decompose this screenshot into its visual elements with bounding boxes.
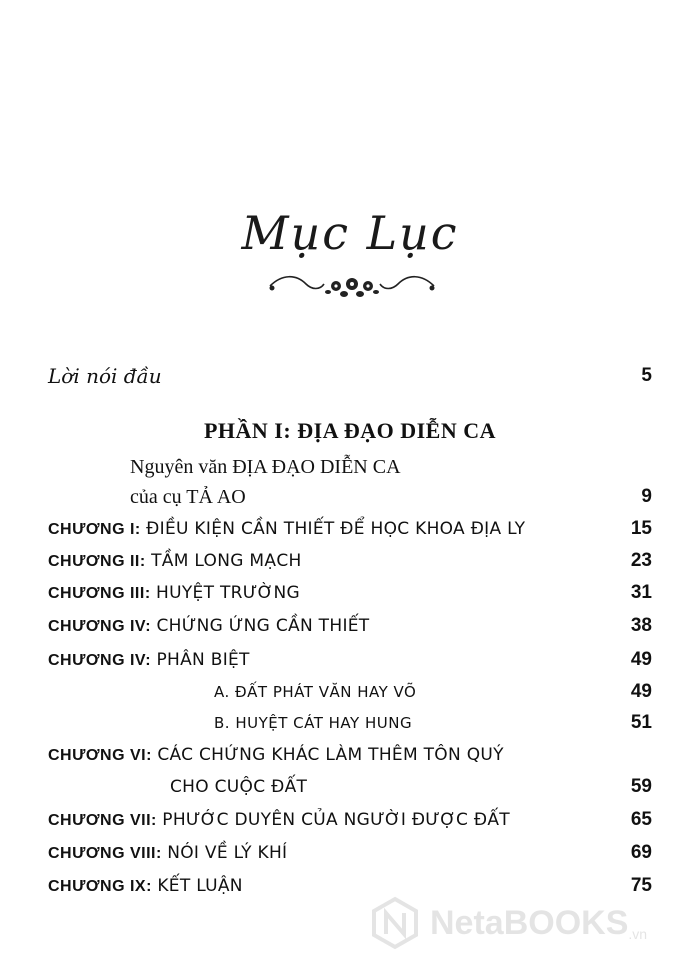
chapter-title: TẦM LONG MẠCH [151, 551, 302, 571]
chapter-title: NÓI VỀ LÝ KHÍ [167, 843, 288, 863]
chapter-label: CHƯƠNG IV: [48, 618, 152, 635]
page-number: 9 [641, 486, 652, 507]
toc-chapter-1[interactable] [48, 515, 652, 543]
watermark-tld: .vn [628, 926, 648, 942]
page-number: 5 [641, 365, 652, 386]
toc-subitem-b[interactable] [214, 709, 652, 737]
chapter-title: CÁC CHỨNG KHÁC LÀM THÊM TÔN QUÝ [157, 745, 504, 765]
chapter-label: CHƯƠNG II: [48, 553, 146, 570]
chapter-title-continued: CHO CUỘC ĐẤT [170, 777, 308, 797]
page-number: 23 [630, 550, 652, 571]
page-number: 15 [630, 518, 652, 539]
page-number: 75 [630, 875, 652, 896]
chapter-title: HUYỆT TRƯỜNG [156, 583, 300, 603]
chapter-label: CHƯƠNG VIII: [48, 845, 162, 862]
subitem-title: A. ĐẤT PHÁT VĂN HAY VÕ [214, 683, 417, 701]
page-number: 69 [630, 842, 652, 863]
netabooks-logo-icon [368, 896, 422, 950]
part-original-text[interactable] [130, 453, 652, 481]
chapter-title: CHỨNG ỨNG CẦN THIẾT [156, 616, 370, 636]
chapter-label: CHƯƠNG VII: [48, 812, 157, 829]
chapter-label: CHƯƠNG IV: [48, 652, 152, 669]
page-number: 31 [630, 582, 652, 603]
chapter-label: CHƯƠNG I: [48, 521, 141, 538]
chapter-label: CHƯƠNG III: [48, 585, 151, 602]
page-number: 51 [630, 712, 652, 733]
toc-chapter-4[interactable] [48, 612, 652, 640]
part-title: PHẦN I: ĐỊA ĐẠO DIỄN CA [203, 418, 496, 443]
page-number: 38 [630, 615, 652, 636]
toc-subitem-a[interactable] [214, 678, 652, 706]
page-number: 65 [630, 809, 652, 830]
page-number: 59 [630, 776, 652, 797]
page-number: 49 [630, 681, 652, 702]
watermark-text: NetaBOOKS [430, 903, 629, 942]
part-line-1: Nguyên văn ĐỊA ĐẠO DIỄN CA [130, 455, 401, 478]
chapter-title: ĐIỀU KIỆN CẦN THIẾT ĐỂ HỌC KHOA ĐỊA LY [146, 519, 526, 539]
toc-chapter-3[interactable] [48, 579, 652, 607]
page-number: 49 [630, 649, 652, 670]
toc-chapter-8[interactable] [48, 839, 652, 867]
watermark [368, 890, 698, 956]
chapter-label: CHƯƠNG VI: [48, 747, 152, 764]
toc-preface[interactable] [48, 362, 652, 390]
toc-chapter-7[interactable] [48, 806, 652, 834]
toc-chapter-6[interactable] [48, 741, 652, 769]
chapter-title: PHÂN BIỆT [156, 650, 250, 670]
chapter-title: KẾT LUẬN [157, 876, 243, 896]
part-line-2: của cụ TẢ AO [130, 485, 246, 508]
toc-chapter-6-cont[interactable] [170, 773, 652, 801]
part-author[interactable] [130, 483, 652, 511]
ornament-divider-icon [262, 270, 442, 304]
toc-chapter-5[interactable] [48, 646, 652, 674]
chapter-title: PHƯỚC DUYÊN CỦA NGƯỜI ĐƯỢC ĐẤT [162, 810, 510, 830]
subitem-title: B. HUYỆT CÁT HAY HUNG [214, 714, 413, 732]
toc-chapter-2[interactable] [48, 547, 652, 575]
chapter-label: CHƯƠNG IX: [48, 878, 152, 895]
page-title: Mục Lục [241, 206, 459, 260]
preface-label: Lời nói đầu [48, 364, 162, 388]
